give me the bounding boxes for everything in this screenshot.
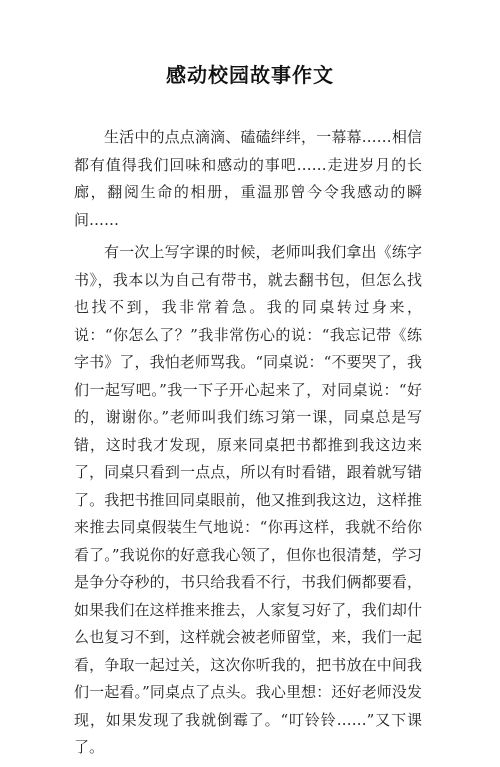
document-title: 感动校园故事作文	[166, 63, 334, 87]
paragraph-story: 有一次上写字课的时候，老师叫我们拿出《练字书》，我本以为自己有带书，就去翻书包，但怎么找也找不到，我非常着急。我的同桌转过身来，说：“你怎么了？”我非常伤心的说：“我忘记带《练字书》了，我怕老师骂我。“同桌说：“不要哭了，我们一起写吧。”我一下子开心起来了，对同桌说：“好的，谢谢你。”老师叫我们练习第一课，同桌总是写错，这时我才发现，原来同桌把书都推到我这边来了，同桌只看到一点点，所以有时看错，跟着就写错了。我把书推回同桌眼前，他又推到我这边，这样推来推去同桌假装生气地说：“你再这样，我就不给你看了。”我说你的好意我心领了，但你也很清楚，学习是争分夺秒的，书只给我看不行，书我们俩都要看，如果我们在这样推来推去，人家复习好了，我们却什么也复习不到，这样就会被老师留堂，来，我们一起看，争取一起过关，这次你听我的，把书放在中间我们一起看。”同桌点了点头。我心里想：还好老师没发现，如果发现了我就倒霉了。“叮铃铃……”又下课了。	[74, 243, 422, 756]
document-body	[74, 124, 422, 767]
paragraph-intro: 生活中的点点滴滴、磕磕绊绊，一幕幕……相信都有值得我们回味和感动的事吧……走进岁月的长廊，翻阅生命的相册，重温那曾今令我感动的瞬间……	[74, 128, 422, 229]
